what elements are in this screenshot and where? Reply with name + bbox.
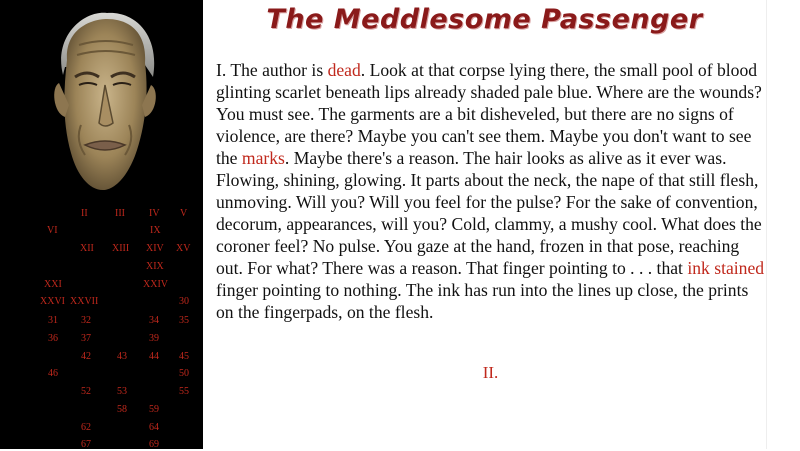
chapter-link-43[interactable]: 43 xyxy=(117,351,127,362)
chapter-link-62[interactable]: 62 xyxy=(81,422,91,433)
chapter-link-ix[interactable]: IX xyxy=(150,225,161,236)
chapter-link-xxvii[interactable]: XXVII xyxy=(70,296,99,307)
chapter-link-69[interactable]: 69 xyxy=(149,439,159,450)
text-segment: . Look at that corpse lying there, the small pool of blood glinting scarlet beneath lips already shaded pale blue. Where are the wounds? You must see. The garments are a bit disheveled, but there are no signs of violence, are there? Maybe you can't see them. Maybe you don't want to see the xyxy=(216,60,762,168)
chapter-link-39[interactable]: 39 xyxy=(149,333,159,344)
chapter-link-59[interactable]: 59 xyxy=(149,404,159,415)
chapter-link-xix[interactable]: XIX xyxy=(146,261,164,272)
chapter-text xyxy=(216,59,766,323)
chapter-link-xii[interactable]: XII xyxy=(80,243,94,254)
chapter-link-67[interactable]: 67 xyxy=(81,439,91,450)
next-chapter-link[interactable]: II. xyxy=(482,363,499,382)
chapter-link-58[interactable]: 58 xyxy=(117,404,127,415)
chapter-link-46[interactable]: 46 xyxy=(48,368,58,379)
chapter-link-xxiv[interactable]: XXIV xyxy=(143,279,168,290)
chapter-link-v[interactable]: V xyxy=(180,208,188,219)
text-segment: finger pointing to nothing. The ink has run into the lines up close, the prints on the fingerpads, on the flesh. xyxy=(216,280,749,322)
chapter-link-37[interactable]: 37 xyxy=(81,333,91,344)
chapter-link-xiv[interactable]: XIV xyxy=(146,243,164,254)
sidebar xyxy=(0,0,203,449)
chapter-link-iv[interactable]: IV xyxy=(149,208,160,219)
text-segment: I. The author is xyxy=(216,60,328,80)
chapter-link-ii[interactable]: II xyxy=(81,208,88,219)
chapter-link-64[interactable]: 64 xyxy=(149,422,159,433)
chapter-link-42[interactable]: 42 xyxy=(81,351,91,362)
chapter-link-30[interactable]: 30 xyxy=(179,296,189,307)
chapter-link-55[interactable]: 55 xyxy=(179,386,189,397)
chapter-link-xxvi[interactable]: XXVI xyxy=(40,296,65,307)
chapter-link-53[interactable]: 53 xyxy=(117,386,127,397)
chapter-link-iii[interactable]: III xyxy=(115,208,125,219)
link-ink-stained[interactable]: ink stained xyxy=(687,258,765,278)
chapter-link-45[interactable]: 45 xyxy=(179,351,189,362)
link-marks[interactable]: marks xyxy=(241,148,285,168)
chapter-link-31[interactable]: 31 xyxy=(48,315,58,326)
link-dead[interactable]: dead xyxy=(327,60,361,80)
chapter-link-34[interactable]: 34 xyxy=(149,315,159,326)
chapter-link-xxi[interactable]: XXI xyxy=(44,279,62,290)
portrait-image xyxy=(45,5,165,195)
text-segment: . Maybe there's a reason. The hair looks as alive as it ever was. Flowing, shining, glowing. It parts about the neck, the nape of that still flesh, unmoving. Will you? Will you feel for the pulse? For the sake of convention, decorum, appearances, will you? Cold, clammy, a mushy cool. What does the coroner feel? No pulse. You gaze at the hand, frozen in that pose, reaching out. For what? There was a reason. That finger pointing to . . . that xyxy=(216,148,762,278)
chapter-link-xiii[interactable]: XIII xyxy=(112,243,130,254)
page-title: The Meddlesome Passenger xyxy=(266,4,703,35)
chapter-link-50[interactable]: 50 xyxy=(179,368,189,379)
chapter-link-vi[interactable]: VI xyxy=(47,225,58,236)
chapter-link-xv[interactable]: XV xyxy=(176,243,191,254)
chapter-link-32[interactable]: 32 xyxy=(81,315,91,326)
chapter-link-35[interactable]: 35 xyxy=(179,315,189,326)
chapter-link-52[interactable]: 52 xyxy=(81,386,91,397)
chapter-link-36[interactable]: 36 xyxy=(48,333,58,344)
chapter-link-44[interactable]: 44 xyxy=(149,351,159,362)
